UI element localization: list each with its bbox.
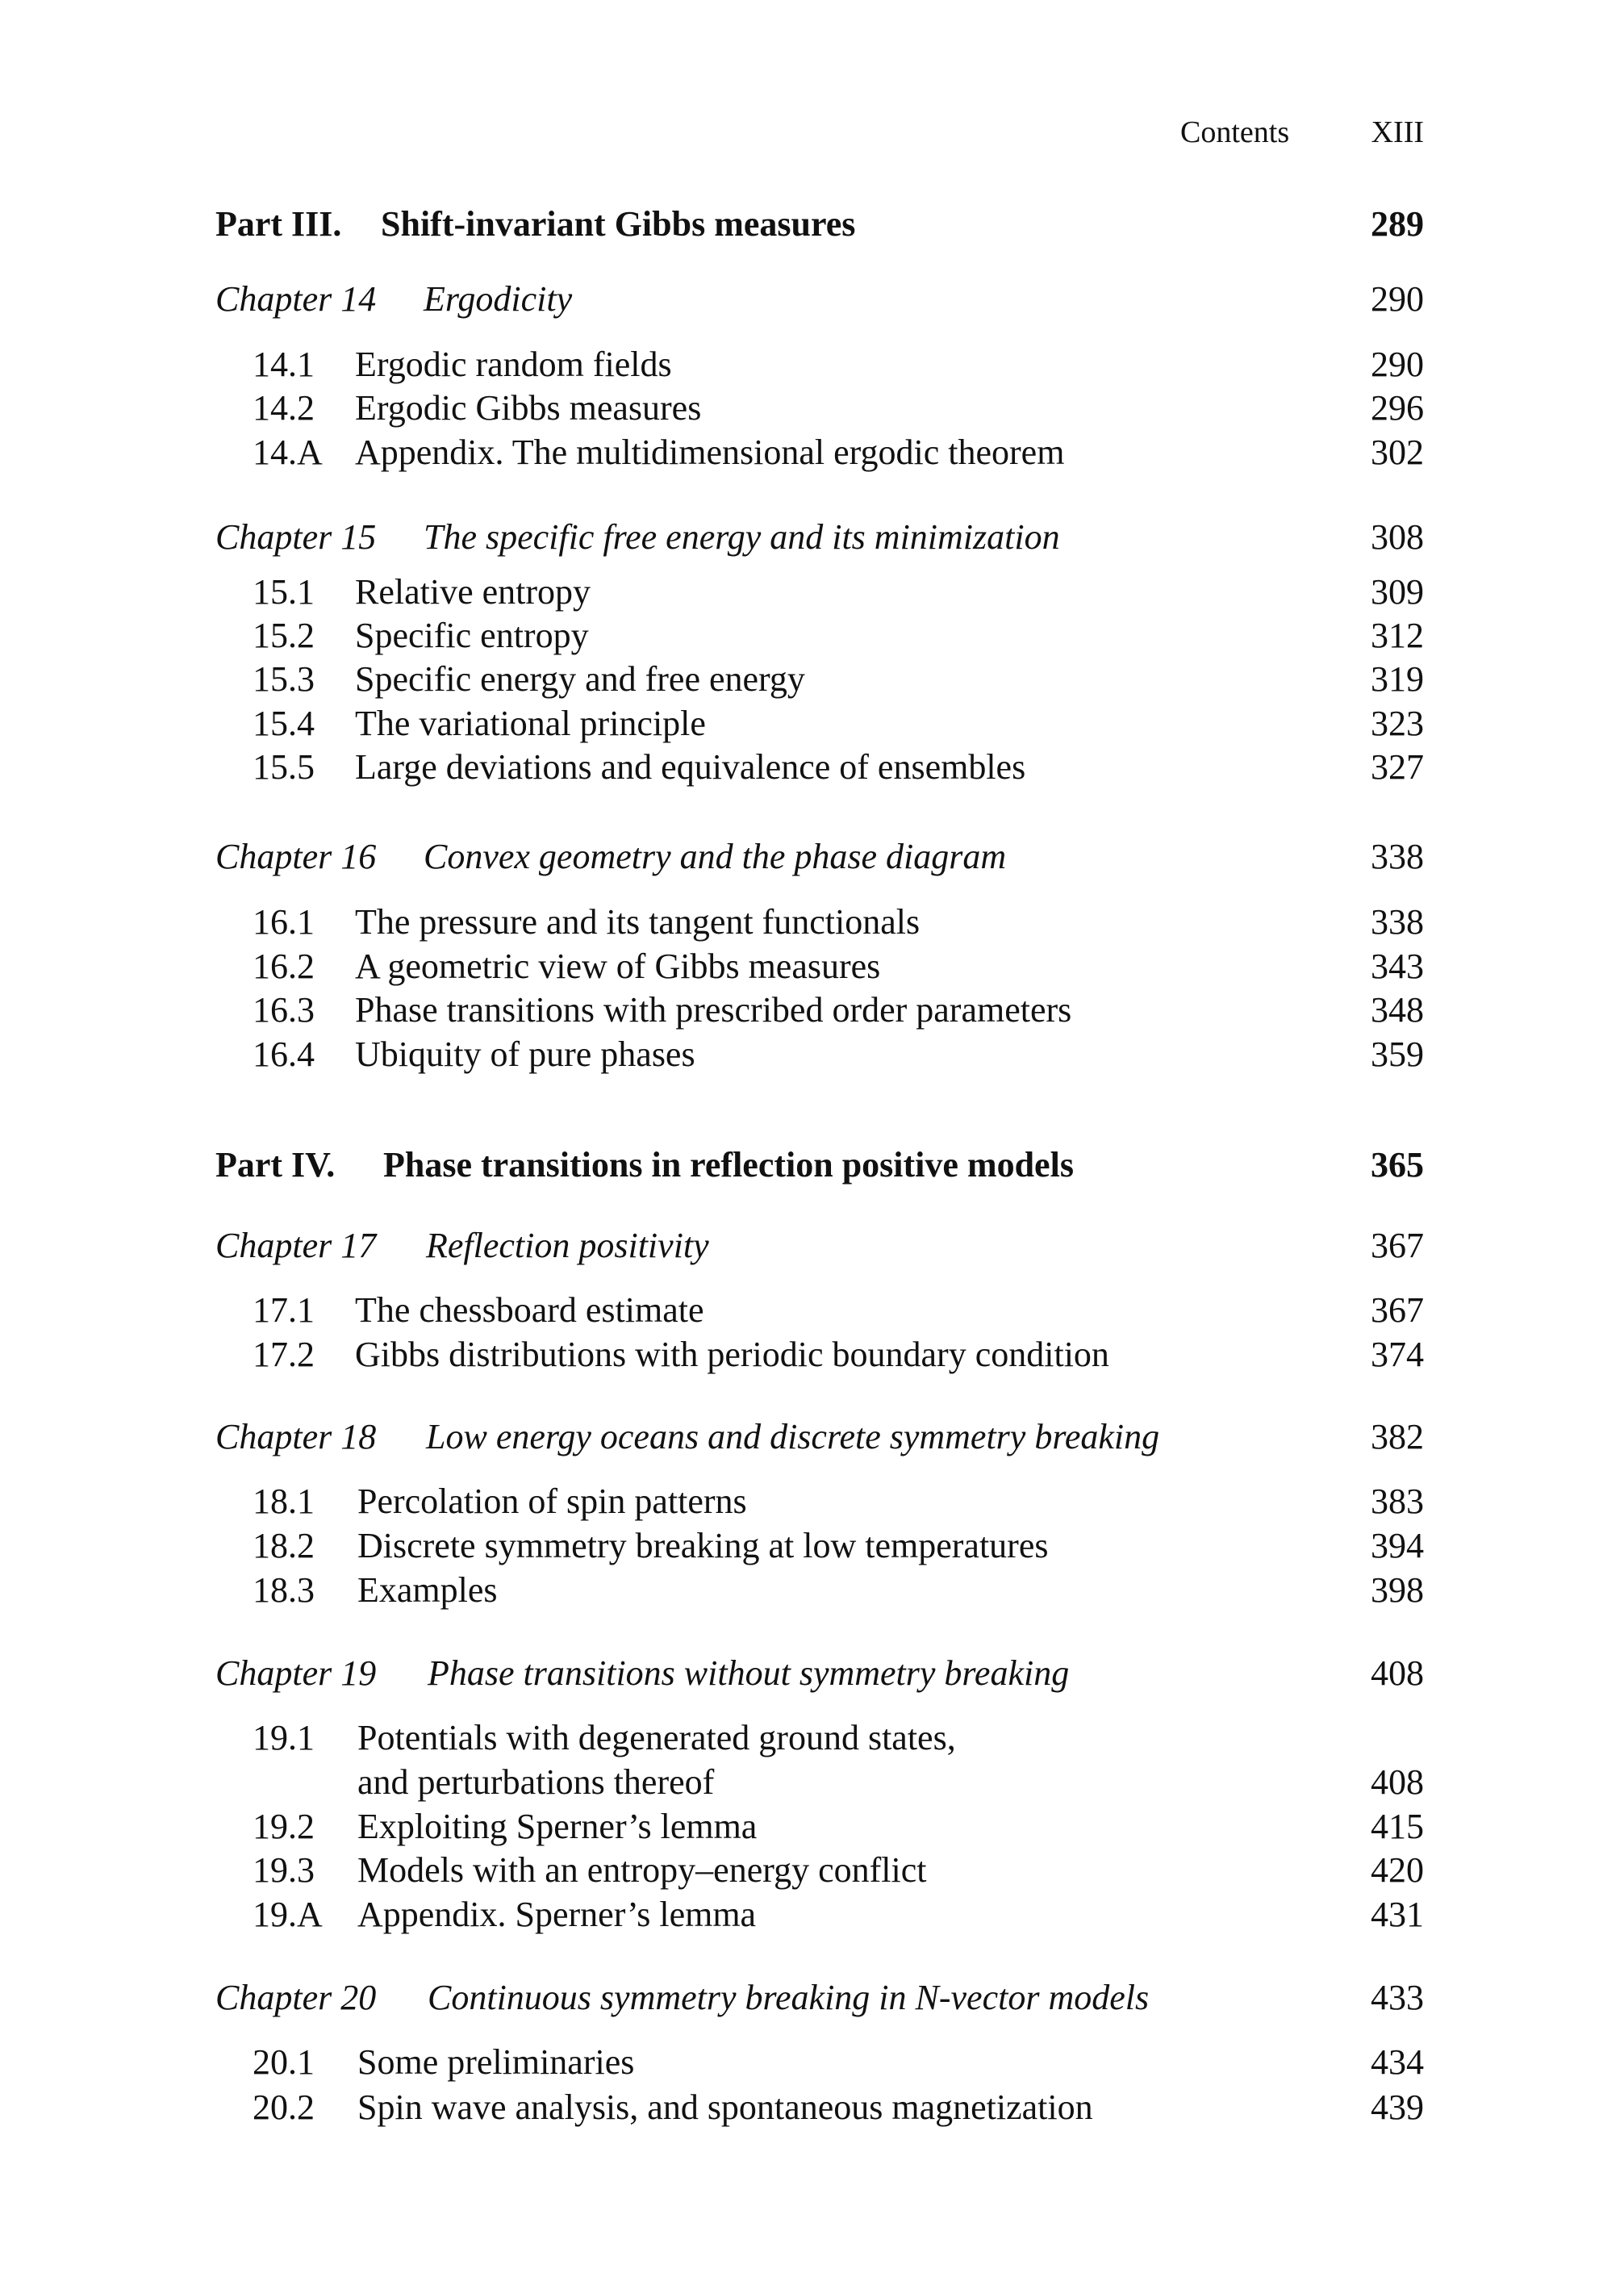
chapter-title: The specific free energy and its minimization [424, 517, 1060, 557]
section-page: 398 [1371, 1570, 1424, 1610]
chapter-title: Low energy oceans and discrete symmetry breaking [426, 1417, 1160, 1456]
chapter-label: Chapter 14 [215, 279, 377, 319]
section-title: Examples [357, 1570, 498, 1610]
section-number: 16.1 [253, 902, 315, 942]
section-title-continued: and perturbations thereof [357, 1762, 715, 1802]
section-page: 408 [1371, 1762, 1424, 1802]
section-title: Spin wave analysis, and spontaneous magnetization [357, 2087, 1093, 2127]
section-page: 290 [1371, 345, 1424, 384]
section-title: Appendix. The multidimensional ergodic theorem [355, 433, 1065, 472]
section-title: The chessboard estimate [355, 1290, 704, 1330]
section-title: The pressure and its tangent functionals [355, 902, 921, 942]
chapter-page: 433 [1371, 1978, 1424, 2017]
section-title: Ubiquity of pure phases [355, 1034, 695, 1074]
section-number: 15.5 [253, 747, 315, 787]
section-number: 14.1 [253, 345, 315, 384]
section-title: Large deviations and equivalence of ensembles [355, 747, 1026, 787]
section-number: 16.4 [253, 1034, 315, 1074]
section-page: 383 [1371, 1481, 1424, 1521]
section-number: 15.1 [253, 572, 315, 612]
chapter-label: Chapter 15 [215, 517, 377, 557]
chapter-page: 367 [1371, 1226, 1424, 1265]
section-number: 14.A [253, 433, 323, 472]
section-number: 15.3 [253, 659, 315, 699]
part-page: 289 [1371, 204, 1424, 244]
section-number: 19.1 [253, 1718, 315, 1757]
part-title: Shift-invariant Gibbs measures [381, 204, 856, 244]
section-title: Appendix. Sperner’s lemma [357, 1895, 757, 1934]
section-number: 16.3 [253, 990, 315, 1030]
chapter-title: Ergodicity [424, 279, 573, 319]
section-number: 18.1 [253, 1481, 315, 1521]
chapter-page: 382 [1371, 1417, 1424, 1456]
section-page: 359 [1371, 1034, 1424, 1074]
section-title: Phase transitions with prescribed order parameters [355, 990, 1072, 1030]
section-number: 19.A [253, 1895, 323, 1934]
chapter-label: Chapter 18 [215, 1417, 377, 1456]
chapter-title: Continuous symmetry breaking in N-vector models [428, 1978, 1150, 2017]
chapter-page: 290 [1371, 279, 1424, 319]
section-number: 18.2 [253, 1526, 315, 1565]
chapter-title: Phase transitions without symmetry breaking [428, 1653, 1070, 1693]
section-number: 19.2 [253, 1807, 315, 1846]
section-page: 302 [1371, 433, 1424, 472]
section-page: 338 [1371, 902, 1424, 942]
section-title: Some preliminaries [357, 2042, 635, 2082]
section-title: The variational principle [355, 704, 706, 743]
section-page: 394 [1371, 1526, 1424, 1565]
section-title: Specific energy and free energy [355, 659, 805, 699]
section-page: 319 [1371, 659, 1424, 699]
section-title: Gibbs distributions with periodic boundary condition [355, 1335, 1109, 1374]
section-title: Percolation of spin patterns [357, 1481, 747, 1521]
part-label: Part III. [215, 204, 342, 244]
section-page: 309 [1371, 572, 1424, 612]
chapter-page: 338 [1371, 837, 1424, 876]
section-title: Exploiting Sperner’s lemma [357, 1807, 758, 1846]
section-title: Ergodic Gibbs measures [355, 388, 702, 428]
section-page: 327 [1371, 747, 1424, 787]
section-title: A geometric view of Gibbs measures [355, 947, 881, 986]
section-page: 431 [1371, 1895, 1424, 1934]
chapter-page: 408 [1371, 1653, 1424, 1693]
section-page: 312 [1371, 616, 1424, 655]
chapter-label: Chapter 20 [215, 1978, 377, 2017]
chapter-label: Chapter 16 [215, 837, 377, 876]
section-number: 20.1 [253, 2042, 315, 2082]
part-label: Part IV. [215, 1145, 336, 1185]
chapter-page: 308 [1371, 517, 1424, 557]
chapter-title: Reflection positivity [426, 1226, 709, 1265]
section-page: 434 [1371, 2042, 1424, 2082]
part-page: 365 [1371, 1145, 1424, 1185]
chapter-title: Convex geometry and the phase diagram [424, 837, 1007, 876]
section-number: 16.2 [253, 947, 315, 986]
section-title: Potentials with degenerated ground states, [357, 1718, 956, 1757]
section-page: 367 [1371, 1290, 1424, 1330]
chapter-label: Chapter 17 [215, 1226, 377, 1265]
section-number: 19.3 [253, 1850, 315, 1890]
section-number: 17.2 [253, 1335, 315, 1374]
section-title: Models with an entropy–energy conflict [357, 1850, 927, 1890]
running-header-page: XIII [1371, 115, 1424, 149]
section-page: 343 [1371, 947, 1424, 986]
section-page: 415 [1371, 1807, 1424, 1846]
section-page: 323 [1371, 704, 1424, 743]
section-title: Ergodic random fields [355, 345, 672, 384]
section-page: 348 [1371, 990, 1424, 1030]
section-page: 296 [1371, 388, 1424, 428]
section-title: Relative entropy [355, 572, 591, 612]
section-page: 439 [1371, 2087, 1424, 2127]
section-number: 17.1 [253, 1290, 315, 1330]
section-title: Discrete symmetry breaking at low temperatures [357, 1526, 1049, 1565]
section-number: 15.2 [253, 616, 315, 655]
chapter-label: Chapter 19 [215, 1653, 377, 1693]
running-header-label: Contents [1180, 115, 1290, 149]
section-number: 14.2 [253, 388, 315, 428]
section-title: Specific entropy [355, 616, 589, 655]
section-page: 374 [1371, 1335, 1424, 1374]
section-number: 20.2 [253, 2087, 315, 2127]
section-page: 420 [1371, 1850, 1424, 1890]
section-number: 15.4 [253, 704, 315, 743]
part-title: Phase transitions in reflection positive models [383, 1145, 1074, 1185]
section-number: 18.3 [253, 1570, 315, 1610]
